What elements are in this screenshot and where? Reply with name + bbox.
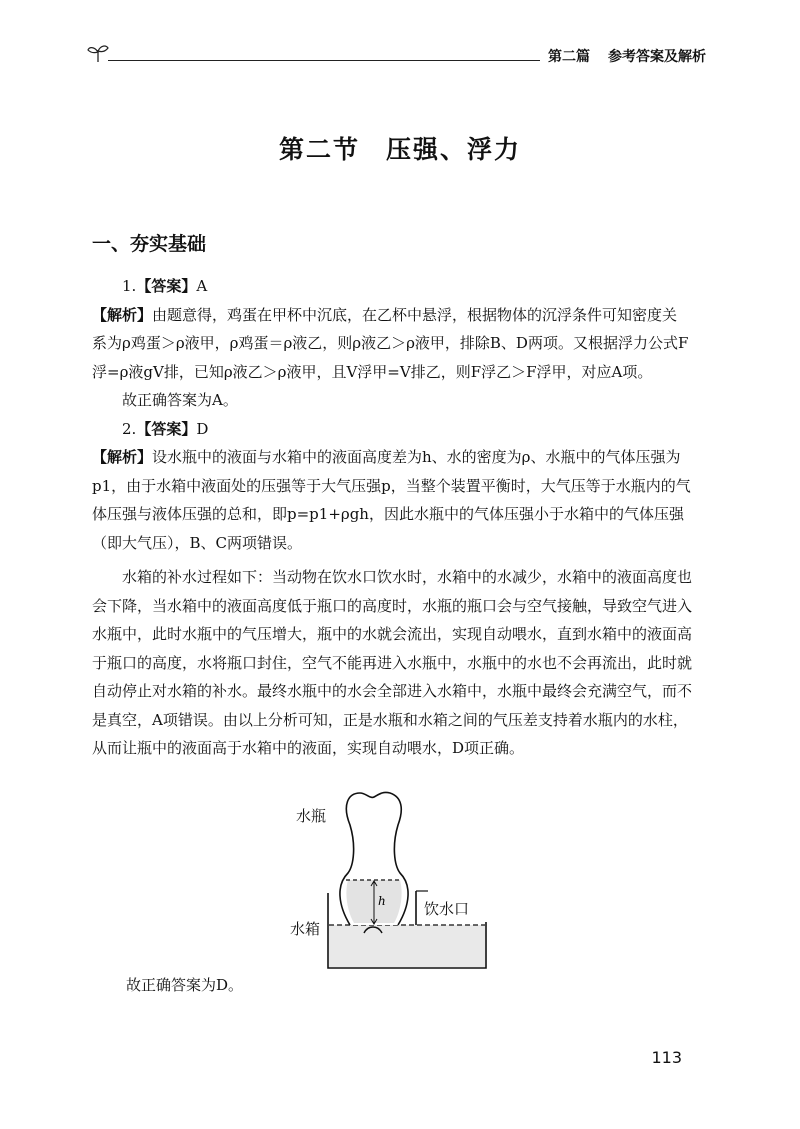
q1-answer: A [196, 277, 208, 295]
q2-answer-tag: 【答案】 [136, 419, 197, 438]
label-tank: 水箱 [290, 920, 321, 938]
q1-analysis [92, 301, 692, 387]
q2-paragraph-2: 水箱的补水过程如下：当动物在饮水口饮水时，水箱中的水减少，水箱中的液面高度也会下降，当水箱中的液面高度低于瓶口的高度时，水瓶的瓶口会与空气接触，导致空气进入水瓶中，此时水瓶中的气压增大，瓶中的水就会流出，实现自动喂水，直到水箱中的液面高于瓶口的高度，水将瓶口封住，空气不能再进入水瓶中，水瓶中的水也不会再流出，此时就自动停止对水箱的补水。最终水瓶中的水会全部进入水箱中，水瓶中最终会充满空气，而不是真空，A项错误。由以上分析可知，正是水瓶和水箱之间的气压差支持着水瓶内的水柱，从而让瓶中的液面高于水箱中的液面，实现自动喂水，D项正确。 [92, 568, 693, 757]
q2-analysis [92, 443, 692, 557]
title-section-name: 压强、浮力 [386, 135, 522, 164]
q2-number: 2. [122, 419, 137, 438]
q2-analysis-tag: 【解析】 [92, 448, 153, 466]
section-heading: 一、夯实基础 [92, 233, 207, 255]
header-chapter: 参考答案及解析 [608, 49, 706, 65]
tank-water [329, 925, 485, 967]
title-section-no: 第二节 [278, 135, 360, 164]
q1-analysis-tag: 【解析】 [92, 305, 153, 324]
q1-answer-tag: 【答案】 [136, 277, 197, 295]
q2-answer: D [196, 419, 209, 438]
page-number: 113 [651, 1048, 682, 1067]
water-bottle-diagram [278, 785, 508, 975]
height-label: h [378, 894, 386, 908]
running-header [86, 40, 706, 70]
q2-conclusion: 故正确答案为D。 [126, 976, 244, 994]
q2-answer-line [92, 415, 692, 444]
label-outlet: 饮水口 [424, 900, 470, 918]
answer-body [92, 272, 692, 763]
q1-answer-line [92, 272, 692, 301]
sprout-icon [86, 42, 110, 64]
label-bottle: 水瓶 [296, 807, 327, 825]
header-text [540, 46, 706, 66]
header-part: 第二篇 [548, 49, 590, 65]
header-rule [108, 60, 501, 61]
page-title [0, 130, 800, 166]
q1-analysis-text: 由题意得，鸡蛋在甲杯中沉底，在乙杯中悬浮，根据物体的沉浮条件可知密度关系为ρ鸡蛋＞ρ液甲，ρ鸡蛋＝ρ液乙，则ρ液乙＞ρ液甲，排除B、D两项。又根据浮力公式F浮=ρ液gV排，已知ρ液乙＞ρ液甲，且V浮甲=V排乙，则F浮乙＞F浮甲，对应A项。 [92, 305, 689, 381]
q1-number: 1. [122, 277, 137, 295]
q2-analysis-text: 设水瓶中的液面与水箱中的液面高度差为h、水的密度为ρ、水瓶中的气体压强为p1，由于水箱中液面处的压强等于大气压强p，当整个装置平衡时，大气压等于水瓶内的气体压强与液体压强的总和，即p=p1+ρgh，因此水瓶中的气体压强小于水箱中的气体压强（即大气压），B、C两项错误。 [92, 448, 691, 552]
q1-conclusion: 故正确答案为A。 [122, 391, 238, 409]
